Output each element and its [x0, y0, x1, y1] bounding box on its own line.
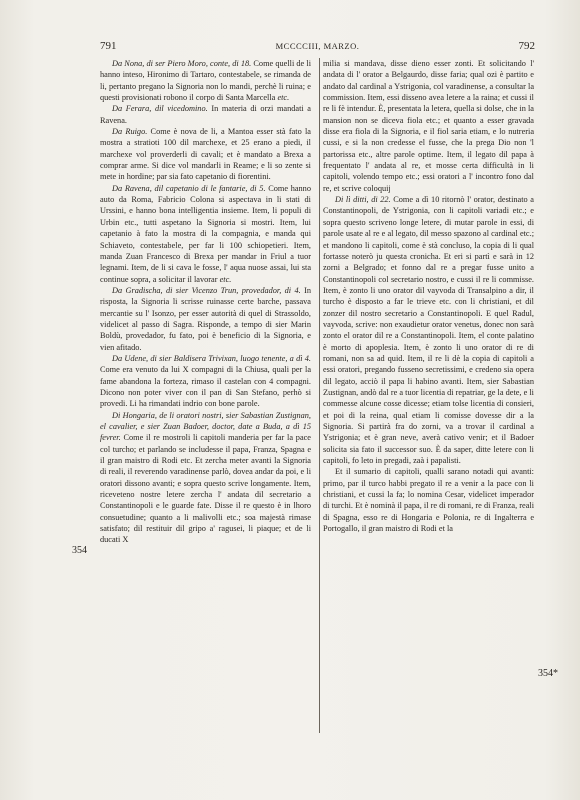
paragraph-text: Come il re mostroli li capitoli manderia per far la pace col turcho; et parlando se includesse il papa, Franza, Spagna e il gran maistro di Rodi etc. Et zercha meter avanti la Signoria di reali, il reverendo varadinense parlò, dovea andar da poi, e li oratori dissono avanti; e sopra questo scrive longamente. Item, riceveteno nostre letere zercha l' andata dil secretario a Constantinopoli e le guarde fate. Disse il re questo è in lhoro consuetudine; quanto a li malivolli etc.; soa majestà rimase satisfato; dil restituir dil gripo a' ragusei, li piaque; et de li ducati X	[100, 433, 311, 545]
paragraph-italic: etc.	[277, 93, 290, 103]
paragraph-text: Come quelli de li hanno inteso, Hironimo di Tartaro, contestabele, se rimanda de li, pertanto pregano la Signoria non lo mandi, perchè li ruina; e questi provisionati robono il corpo di Santa Marcella	[100, 59, 312, 103]
paragraph-italic: etc.	[219, 274, 232, 284]
paragraph	[100, 410, 311, 546]
paragraph	[323, 58, 534, 194]
paragraph-italic: Da Ravena, dil capetanio di le fantarie, di 5.	[112, 183, 266, 193]
paragraph-italic: Da Ferara, dil vicedomino.	[112, 104, 208, 114]
paragraph-text: In risposta, la Signoria li scrisse ruinasse certe barche, passava mercantie su l' Isonzo, per esser autorità di quel di Strassoldo, videlicet al passo di Sagra. Risponde, a tempo di sier Marin Boldù, provedador, fu fato, poi è beneficio di la Signoria, e vien afitado.	[100, 285, 311, 352]
paragraph	[100, 285, 311, 353]
paragraph-text: Come è nova de li, a Mantoa esser stà fato la mostra a stratioti 100 dil marchexe, et 25 erano a piedi, il marchexe vol proverderli di cavali; et è mandato a Brexa a comprar arme. Si dice vol mandarli in Reame; e li so zente si mete in hordine; par sia fato capetanio di fiorentini.	[100, 127, 311, 182]
paragraph-text: In materia di orzi mandati a Ravena.	[100, 104, 311, 125]
page-number-left: 791	[100, 40, 117, 52]
paragraph	[323, 194, 534, 466]
paragraph	[100, 103, 311, 126]
right-column	[323, 58, 534, 534]
paragraph-text: Come era venuto da lui X compagni di la Chiusa, quali per la fame abandona la forteza, rimaso il castelan con 4 compagni. Dicono non poter viver con il pan di San Stefano, perhò si provedi. Li ha rimandati indrio con bone parole.	[100, 365, 311, 409]
paragraph	[100, 353, 311, 410]
paragraph-text: Come a dì 10 ritornò l' orator, destinato a Constantinopoli, de Ystrigonia, con li capitoli variadi etc.; e sopra questo scriveno longe letere, di mutar parole in essi, di parole usate al re e al legato, dil messo spazono al cardinal etc.; et mandono li capitoli, come è stà concluso, la copia di li qual fortasse noterò ju questa cronicha. Et eri si partì e sarà in 12 zorni a Belgrado; et fonno dal re a pregar fusse unito a Constantinopoli col secretario nostro, e cussi il re li commisse. Item, è zonto li uno orator dil vayvoda di Transalpino a dir, il turcho è disposto a far le trieve etc. con li christiani, et dil zonzer dil nostro secretario a Constantinopoli. E quel Radul, vayvoda, scrive: non exaudietur orator venetus, donec non sarà zonto el orator dil re a Constantinopoli. Item, el conte palatino è morto di apoplesia. Item, è zonto li uno orator di re di romani, non sa ad quid. Item, il re li dè la copia di capitoli a essi oratori, pregando fusseno secretissimi, e credeno sia opera dil legato, acciò il papa li habino avanti. Item, sier Sabastian Zustignan, andò dal re a tuor licentia di repatriar, ge la dete, e li commesse alcune cosse dicesse; etiam tolse licentia di consieri, et poi di la reina, qual etiam li comisse dovesse dir a la Signoria. Si partirà fra do zorni, va a trovar il cardinal a Ystrigonia; et è gran neve, averà cativo venir; et il Badoer solicita sia fato il successor suo. È da saper, ditte letere con li capitoli, fo leto in pregadi, zaà i papalisti.	[323, 195, 534, 466]
paragraph	[100, 126, 311, 183]
page-header	[100, 40, 535, 56]
column-divider	[319, 58, 320, 733]
paragraph-italic: Da Nona, di ser Piero Moro, conte, di 18.	[112, 59, 252, 68]
paragraph-italic: Di Hongaria, de li oratori nostri, sier Sabastian Zustignan, el cavalier, e sier Zuan Badoer, doctor, date a Buda, a dì 15 fevrer.	[100, 410, 311, 443]
paragraph-italic: Da Gradischa, di sier Vicenzo Trun, provedador, di 4.	[112, 285, 301, 295]
paragraph	[100, 183, 311, 285]
paragraph	[100, 58, 311, 103]
paragraph-italic: Da Ruigo.	[112, 127, 148, 137]
paragraph	[323, 466, 534, 534]
margin-note-left: 354	[72, 545, 87, 556]
paragraph-text: Et il sumario di capitoli, qualli sarano notadi qui avanti: primo, par il turco habbi pregato il re a venir a la pace con li christiani, et cussi la fa; lo nomina Cesar, videlicet imperador di turchi. Et è nominà il papa, il re di romani, re di Franza, reali di Spagna, esso re di Hongaria e Polonia, re di Ingalterra e Portogallo, il gran maistro di Rodi et la	[323, 467, 534, 534]
paragraph-text: milia si mandava, disse dieno esser zonti. Et solicitando l' andata di l' orator a Belgaurdo, disse faria; qual ozi è partito e andato dal cardinal a Ystrigonia, col varadinense, a consultar la commission. Item, essi disseno avea letere a la raina; et cussi il re li fè intendur. È, presentata la letera, quella si dolse, che in la mansion non se diceva fiola etc.; et quanto a esser gravada disse era fiola di la Signoria, e il fiol saria etiam, e lo nutreria cussi, e si la non credesse el fusse, che la prega Dio non 'l partorissa etc., altre parole optime. Item, il legato dil papa à frequentato l' andata al re, et mosse certa difficultà in li capitoli, volendo tempo etc.; essi oratori a l' incontro fono dal re, et scrive coloquij	[323, 59, 534, 193]
paragraph-italic: Da Udene, di sier Baldisera Trivixan, luogo tenente, a dì 4.	[112, 353, 311, 363]
page-number-right: 792	[518, 40, 535, 52]
margin-note-right: 354*	[538, 668, 558, 679]
running-title: MCCCCIII, MARZO.	[275, 41, 360, 51]
paragraph-text: Come hanno auto da Roma, Fabricio Colona si aspectava in li stati di Urssini, e hanno bona intelligentia insieme. Item, li populi di Urbin etc., tutti aspetano la Signoria si mostri. Item, lui capetanio à fato la mostra di la compagnia, e manda qui Schiaveto, contestabele, per far li 100 schiopetieri. Item, manda Zuan Francesco di Brexa per mandar in Friul a tuor legnami. Item, de li si cava le fosse, l' aqua nuose assai, lui sta continue sopra, a solicitar il lavorar	[100, 183, 311, 284]
left-column	[100, 58, 311, 546]
paragraph-italic: Di lì ditti, di 22.	[335, 195, 391, 205]
